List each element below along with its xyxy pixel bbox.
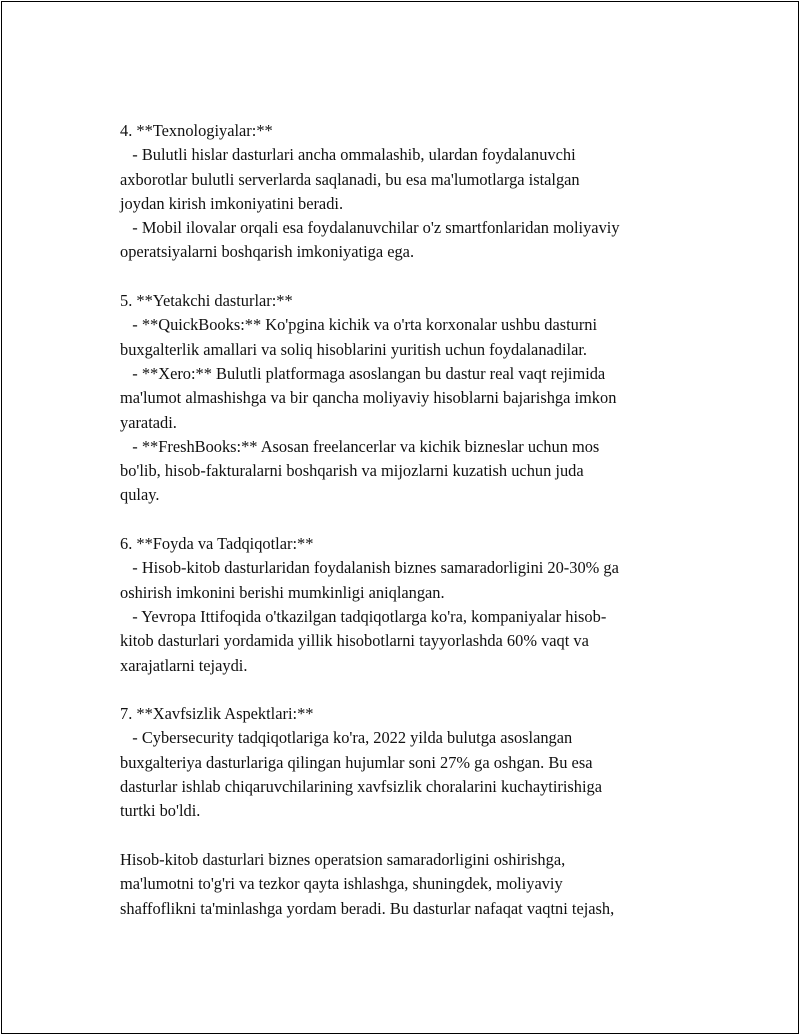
text-line: buxgalterlik amallari va soliq hisoblarini yuritish uchun foydalanadilar.: [120, 339, 588, 359]
blank-line: [120, 265, 690, 289]
text-line: dasturlar ishlab chiqaruvchilarining xavfsizlik choralarini kuchaytirishiga: [120, 777, 603, 797]
text-line: - Yevropa Ittifoqida o'tkazilgan tadqiqotlarga ko'ra, kompaniyalar hisob-: [120, 606, 607, 626]
text-line: - Mobil ilovalar orqali esa foydalanuvchilar o'z smartfonlaridan moliyaviy: [120, 218, 620, 238]
text-line: 5. **Yetakchi dasturlar:**: [120, 291, 293, 311]
text-line: oshirish imkonini berishi mumkinligi aniqlangan.: [120, 582, 445, 602]
text-line: Hisob-kitob dasturlari biznes operatsion samaradorligini oshirishga,: [120, 849, 566, 869]
document-body: [120, 119, 690, 921]
text-line: - **Xero:** Bulutli platformaga asoslangan bu dastur real vaqt rejimida: [120, 363, 606, 383]
text-line: kitob dasturlari yordamida yillik hisobotlarni tayyorlashda 60% vaqt va: [120, 631, 589, 651]
blank-line: [120, 678, 690, 702]
text-line: ma'lumotni to'g'ri va tezkor qayta ishlashga, shuningdek, moliyaviy: [120, 874, 563, 894]
text-line: - Cybersecurity tadqiqotlariga ko'ra, 2022 yilda bulutga asoslangan: [120, 728, 573, 748]
text-line: xarajatlarni tejaydi.: [120, 655, 248, 675]
text-line: - Hisob-kitob dasturlaridan foydalanish biznes samaradorligini 20-30% ga: [120, 558, 619, 578]
text-line: yaratadi.: [120, 412, 177, 432]
page-frame: [1, 1, 799, 1034]
text-line: qulay.: [120, 485, 160, 505]
text-line: ma'lumot almashishga va bir qancha moliyaviy hisoblarni bajarishga imkon: [120, 388, 617, 408]
text-line: - **FreshBooks:** Asosan freelancerlar va kichik bizneslar uchun mos: [120, 436, 600, 456]
blank-line: [120, 824, 690, 848]
text-line: 4. **Texnologiyalar:**: [120, 121, 273, 140]
text-line: 6. **Foyda va Tadqiqotlar:**: [120, 534, 314, 554]
text-line: axborotlar bulutli serverlarda saqlanadi, bu esa ma'lumotlarga istalgan: [120, 169, 580, 189]
text-line: - **QuickBooks:** Ko'pgina kichik va o'rta korxonalar ushbu dasturni: [120, 315, 598, 335]
text-line: bo'lib, hisob-fakturalarni boshqarish va mijozlarni kuzatish uchun juda: [120, 461, 584, 481]
text-line: turtki bo'ldi.: [120, 801, 201, 821]
text-line: joydan kirish imkoniyatini beradi.: [120, 193, 344, 213]
text-line: shaffoflikni ta'minlashga yordam beradi. Bu dasturlar nafaqat vaqtni tejash,: [120, 898, 615, 918]
text-line: operatsiyalarni boshqarish imkoniyatiga ega.: [120, 242, 415, 262]
blank-line: [120, 508, 690, 532]
text-line: buxgalteriya dasturlariga qilingan hujumlar soni 27% ga oshgan. Bu esa: [120, 752, 593, 772]
text-line: 7. **Xavfsizlik Aspektlari:**: [120, 704, 314, 724]
text-line: - Bulutli hislar dasturlari ancha ommalashib, ulardan foydalanuvchi: [120, 145, 576, 165]
